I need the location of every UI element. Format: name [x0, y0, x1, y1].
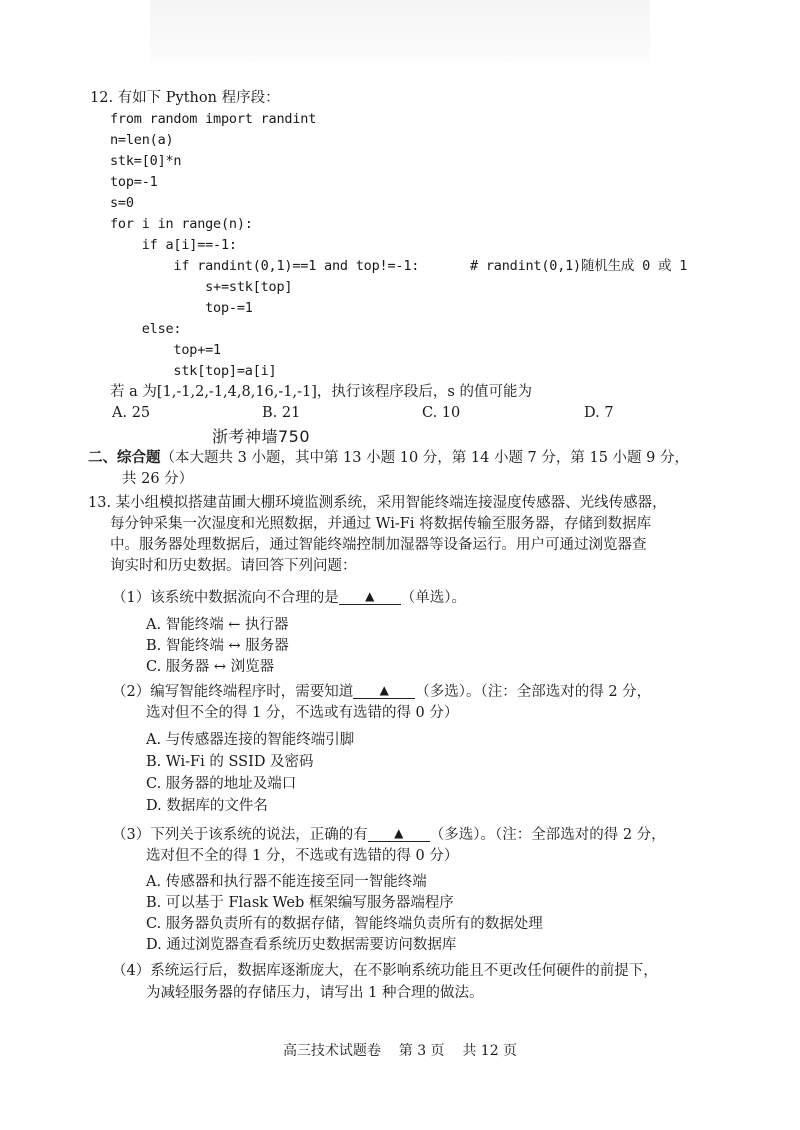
answer-blank: [339, 588, 401, 605]
part1-prompt: （1）该系统中数据流向不合理的是: [112, 590, 339, 606]
option-b: B. 21: [262, 405, 301, 421]
q13-stem: 每分钟采集一次湿度和光照数据，并通过 Wi-Fi 将数据传输至服务器，存储到数据库: [110, 516, 652, 532]
section-desc-cont: 共 26 分）: [122, 471, 194, 487]
part3-note: 选对但不全的得 1 分，不选或有选错的得 0 分）: [146, 848, 459, 864]
code-line: else:: [110, 321, 182, 337]
code-line: from random import randint: [110, 111, 317, 127]
section-desc: （本大题共 3 小题，其中第 13 小题 10 分，第 14 小题 7 分，第 15 小题 9 分，: [160, 450, 690, 466]
part2-type: （多选）。（注：全部选对的得 2 分，: [415, 684, 652, 700]
option-c: C. 10: [422, 405, 461, 421]
q13-stem: 中。服务器处理数据后，通过智能终端控制加湿器等设备运行。用户可通过浏览器查: [110, 537, 647, 553]
q12-question: 若 a 为[1,-1,2,-1,4,8,16,-1,-1]，执行该程序段后，s 的值可能为: [110, 384, 532, 400]
option-d: D. 通过浏览器查看系统历史数据需要访问数据库: [146, 937, 457, 953]
part3-prompt: （3）下列关于该系统的说法，正确的有: [112, 827, 368, 843]
code-line: if a[i]==-1:: [110, 237, 237, 253]
code-line: for i in range(n):: [110, 216, 253, 232]
code-line: s+=stk[top]: [110, 279, 293, 295]
option-d: D. 7: [584, 405, 614, 421]
code-line: s=0: [110, 195, 134, 211]
q13-part4-cont: 为减轻服务器的存储压力，请写出 1 种合理的做法。: [146, 985, 484, 1001]
part2-prompt: （2）编写智能终端程序时，需要知道: [112, 684, 354, 700]
code-line: top=-1: [110, 174, 158, 190]
option-a: A. 25: [112, 405, 151, 421]
option-c: C. 服务器 ↔ 浏览器: [146, 659, 275, 675]
triangle-marker: ▲: [379, 683, 389, 697]
scan-header-shade: [150, 0, 650, 62]
q13-part2: [112, 682, 651, 702]
code-line: stk=[0]*n: [110, 153, 182, 169]
q12-stem: 12. 有如下 Python 程序段：: [90, 90, 280, 106]
option-b: B. Wi-Fi 的 SSID 及密码: [146, 754, 314, 770]
code-line: top+=1: [110, 342, 221, 358]
option-c: C. 服务器的地址及端口: [146, 776, 297, 792]
option-a: A. 与传感器连接的智能终端引脚: [146, 732, 355, 748]
page-footer: 高三技术试题卷 第 3 页 共 12 页: [282, 1043, 518, 1059]
triangle-marker: ▲: [394, 826, 404, 840]
option-d: D. 数据库的文件名: [146, 798, 268, 814]
option-a: A. 智能终端 ← 执行器: [146, 617, 289, 633]
answer-blank: [368, 825, 430, 842]
part2-note: 选对但不全的得 1 分，不选或有选错的得 0 分）: [146, 705, 459, 721]
code-line: top-=1: [110, 300, 253, 316]
option-b: B. 智能终端 ↔ 服务器: [146, 638, 289, 654]
code-line: stk[top]=a[i]: [110, 363, 277, 379]
q13-stem: 13. 某小组模拟搭建苗圃大棚环境监测系统，采用智能终端连接湿度传感器、光线传感器，: [88, 495, 667, 511]
code-line: if randint(0,1)==1 and top!=-1:: [110, 258, 420, 274]
q13-stem: 询实时和历史数据。请回答下列问题：: [110, 558, 357, 574]
q13-part4: （4）系统运行后，数据库逐渐庞大，在不影响系统功能且不更改任何硬件的前提下，: [112, 963, 658, 979]
section-title: 二、综合题: [88, 449, 161, 466]
code-comment: # randint(0,1)随机生成 0 或 1: [470, 258, 688, 274]
code-line: n=len(a): [110, 132, 174, 148]
triangle-marker: ▲: [365, 589, 375, 603]
section-header: [88, 448, 689, 468]
option-b: B. 可以基于 Flask Web 框架编写服务器端程序: [146, 895, 454, 911]
q13-part1: [112, 588, 466, 608]
answer-blank: [353, 682, 415, 699]
part1-type: （单选）。: [400, 590, 466, 606]
watermark: 浙考神墙750: [212, 427, 311, 446]
option-c: C. 服务器负责所有的数据存储，智能终端负责所有的数据处理: [146, 916, 543, 932]
option-a: A. 传感器和执行器不能连接至同一智能终端: [146, 874, 427, 890]
part3-type: （多选）。（注：全部选对的得 2 分，: [429, 827, 666, 843]
q13-part3: [112, 825, 666, 845]
